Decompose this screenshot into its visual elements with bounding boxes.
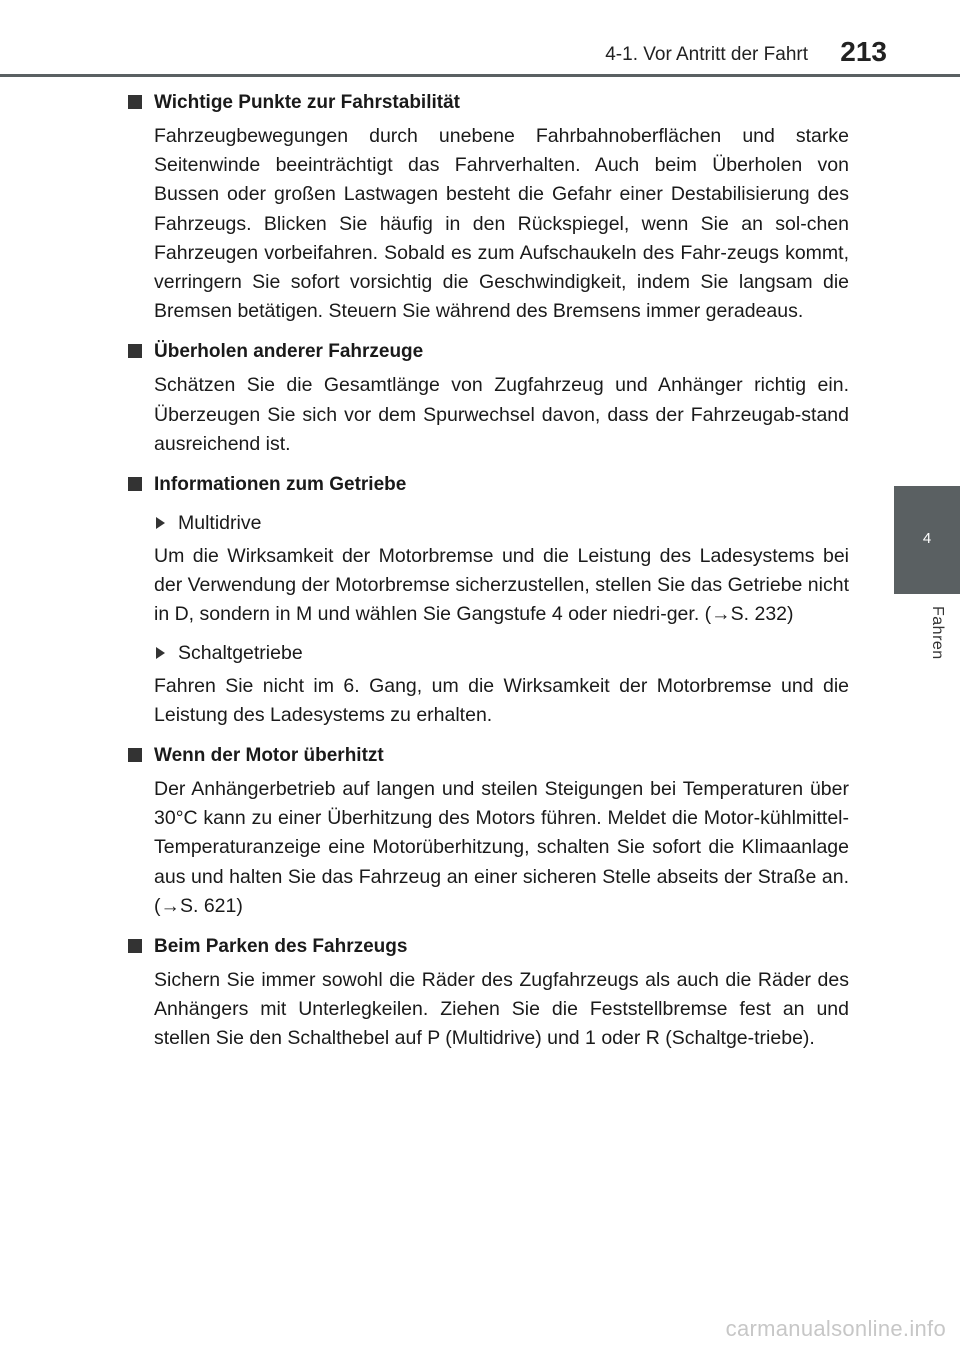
watermark: carmanualsonline.info xyxy=(725,1316,946,1341)
square-bullet-icon xyxy=(128,748,142,762)
chapter-label: Fahren xyxy=(929,606,946,660)
subitem-label: Multidrive xyxy=(178,512,262,535)
section-ueberholen xyxy=(128,337,849,459)
section-heading xyxy=(128,88,849,118)
section-paragraph: Schätzen Sie die Gesamtlänge von Zugfahrzeug und Anhänger richtig ein. Überzeugen Sie sich vor dem Spurwechsel davon, dass der Fahrzeugab-stand ausreichend ist. xyxy=(154,374,849,455)
triangle-bullet-icon xyxy=(156,647,165,659)
page-content xyxy=(128,88,849,1065)
triangle-bullet-icon xyxy=(156,517,165,529)
chapter-tab xyxy=(894,486,960,594)
section-heading-text: Beim Parken des Fahrzeugs xyxy=(154,936,408,958)
section-heading xyxy=(128,932,849,962)
section-paragraph: Der Anhängerbetrieb auf langen und steilen Steigungen bei Temperaturen über 30°C kann zu einer Überhitzung des Motors führen. Meldet die Motor-kühlmittel-Temperaturanzeige eine Motorüberhitzung, schalten Sie sofort die Klimaanlage aus und halten Sie das Fahrzeug an einer sicheren Stelle abseits der Straße an. (→S. 621) xyxy=(154,778,849,917)
section-paragraph: Fahrzeugbewegungen durch unebene Fahrbahnoberflächen und starke Seitenwinde beeinträchtigt das Fahrverhalten. Auch beim Überholen von Bussen oder großen Lastwagen besteht die Gefahr einer Destabilisierung des Fahrzeugs. Blicken Sie häufig in den Rückspiegel, wenn Sie an sol-chen Fahrzeugen vorbeifahren. Sobald es zum Aufschaukeln des Fahr-zeugs kommt, verringern Sie sofort vorsichtig die Geschwindigkeit, indem Sie langsam die Bremsen betätigen. Steuern Sie während des Bremsens immer geradeaus. xyxy=(154,125,849,323)
section-heading xyxy=(128,470,849,500)
section-heading xyxy=(128,741,849,771)
chapter-number: 4 xyxy=(922,530,932,547)
header-rule xyxy=(0,74,960,77)
square-bullet-icon xyxy=(128,939,142,953)
subitem-paragraph: Um die Wirksamkeit der Motorbremse und die Leistung des Ladesystems bei der Verwendung der Motorbremse sicherzustellen, stellen Sie das Getriebe nicht in D, sondern in M und wählen Sie Gangstufe 4 oder niedri-ger. (→S. 232) xyxy=(154,545,849,626)
section-label: 4-1. Vor Antritt der Fahrt xyxy=(605,44,808,65)
square-bullet-icon xyxy=(128,477,142,491)
square-bullet-icon xyxy=(128,344,142,358)
section-getriebe xyxy=(128,470,849,730)
section-paragraph: Sichern Sie immer sowohl die Räder des Zugfahrzeugs als auch die Räder des Anhängers mit Unterlegkeilen. Ziehen Sie die Feststellbremse fest an und stellen Sie den Schalthebel auf P (Multidrive) und 1 oder R (Schaltge-triebe). xyxy=(154,969,849,1050)
subitem-paragraph: Fahren Sie nicht im 6. Gang, um die Wirksamkeit der Motorbremse und die Leistung des Ladesystems zu erhalten. xyxy=(154,674,849,726)
page-header xyxy=(0,0,960,80)
subitem-label: Schaltgetriebe xyxy=(178,641,303,664)
section-heading-text: Wichtige Punkte zur Fahrstabilität xyxy=(154,92,460,113)
page-number: 213 xyxy=(840,36,887,67)
section-heading-text: Wenn der Motor überhitzt xyxy=(154,745,384,767)
section-heading-text: Überholen anderer Fahrzeuge xyxy=(154,341,424,363)
section-fahrstabilitaet xyxy=(128,88,849,326)
section-heading-text: Informationen zum Getriebe xyxy=(154,474,407,496)
square-bullet-icon xyxy=(128,95,142,109)
section-parken xyxy=(128,932,849,1054)
section-motor-ueberhitzt xyxy=(128,741,849,921)
subitem-schaltgetriebe xyxy=(154,638,849,668)
subitem-multidrive xyxy=(154,508,849,538)
section-heading xyxy=(128,337,849,367)
